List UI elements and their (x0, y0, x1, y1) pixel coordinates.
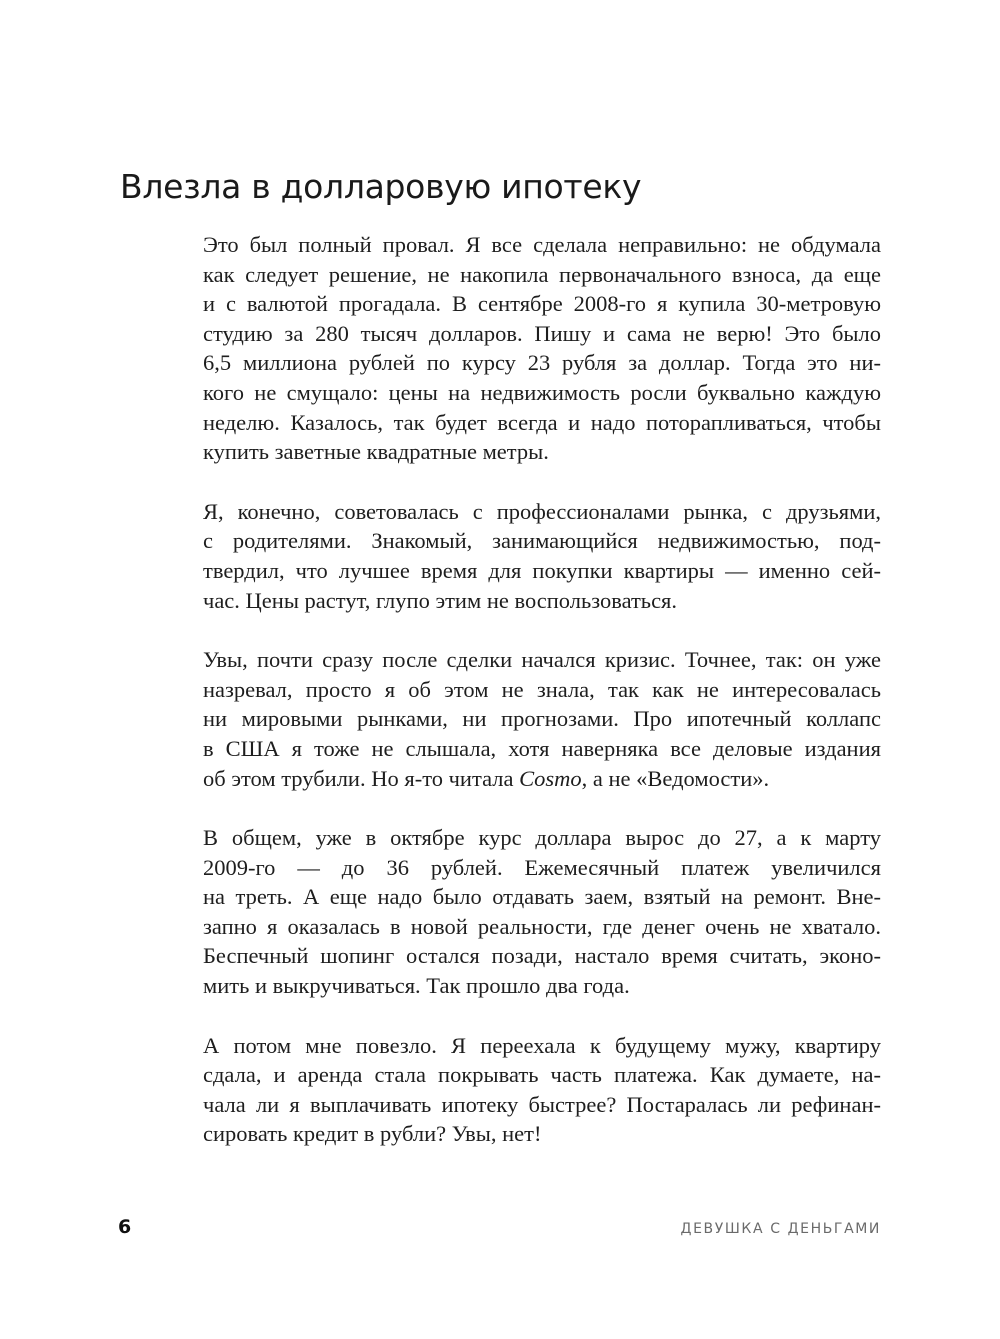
magazine-name-italic: Cosmo (519, 765, 582, 791)
text-line: сировать кредит в рубли? Увы, нет! (203, 1121, 542, 1147)
text-line: купить заветные квадратные метры. (203, 439, 549, 465)
text-line: назревал, просто я об этом не знала, так как не интересовалась (203, 676, 881, 702)
text-line: на треть. А еще надо было отдавать заем, взятый на ремонт. Вне- (203, 884, 881, 910)
text-fragment: об этом трубили. Но я-то читала (203, 765, 520, 791)
text-line: как следует решение, не накопила первоначального взноса, да еще (203, 261, 881, 287)
text-line: час. Цены растут, глупо этим не воспользоваться. (203, 587, 678, 613)
text-line: 6,5 миллиона рублей по курсу 23 рубля за доллар. Тогда это ни- (203, 350, 881, 376)
text-line: Беспечный шопинг остался позади, настало время считать, эконо- (203, 943, 881, 969)
text-line: запно я оказалась в новой реальности, где денег очень не хватало. (203, 913, 881, 939)
paragraph-5 (203, 1031, 881, 1149)
text-line: чала ли я выплачивать ипотеку быстрее? Постаралась ли рефинан- (203, 1091, 881, 1117)
text-line: А потом мне повезло. Я переехала к будущему мужу, квартиру (203, 1032, 881, 1058)
text-line: студию за 280 тысяч долларов. Пишу и сама не верю! Это было (203, 320, 881, 346)
text-line: В общем, уже в октябре курс доллара вырос до 27, а к марту (203, 825, 881, 851)
text-line: Я, конечно, советовалась с профессионалами рынка, с друзьями, (203, 498, 881, 524)
text-line: кого не смущало: цены на недвижимость росли буквально каждую (203, 379, 881, 405)
text-line: неделю. Казалось, так будет всегда и надо поторапливаться, чтобы (203, 409, 881, 435)
text-line: с родителями. Знакомый, занимающийся недвижимостью, под- (203, 528, 881, 554)
text-line: в США я тоже не слышала, хотя наверняка все деловые издания (203, 735, 881, 761)
text-line: мить и выкручиваться. Так прошло два года. (203, 973, 630, 999)
text-line (203, 764, 881, 794)
text-line: и с валютой прогадала. В сентябре 2008-го я купила 30-метровую (203, 291, 881, 317)
text-line: сдала, и аренда стала покрывать часть платежа. Как думаете, на- (203, 1062, 881, 1088)
paragraph-1 (203, 230, 881, 467)
text-line: твердил, что лучшее время для покупки квартиры — именно сей- (203, 557, 881, 583)
paragraph-3 (203, 645, 881, 793)
paragraph-4 (203, 823, 881, 1001)
text-line: ни мировыми рынками, ни прогнозами. Про ипотечный коллапс (203, 706, 881, 732)
section-heading: Влезла в долларовую ипотеку (120, 167, 642, 206)
text-fragment: , а не «Ведомости». (581, 765, 770, 791)
text-line: Увы, почти сразу после сделки начался кризис. Точнее, так: он уже (203, 647, 881, 673)
text-line: Это был полный провал. Я все сделала неправильно: не обдумала (203, 232, 881, 257)
paragraph-2 (203, 497, 881, 615)
running-footer-book-title: ДЕВУШКА С ДЕНЬГАМИ (680, 1221, 881, 1237)
article-body (203, 230, 881, 1179)
text-line: 2009-го — до 36 рублей. Ежемесячный платеж увеличился (203, 854, 881, 880)
page-number: 6 (118, 1216, 132, 1238)
